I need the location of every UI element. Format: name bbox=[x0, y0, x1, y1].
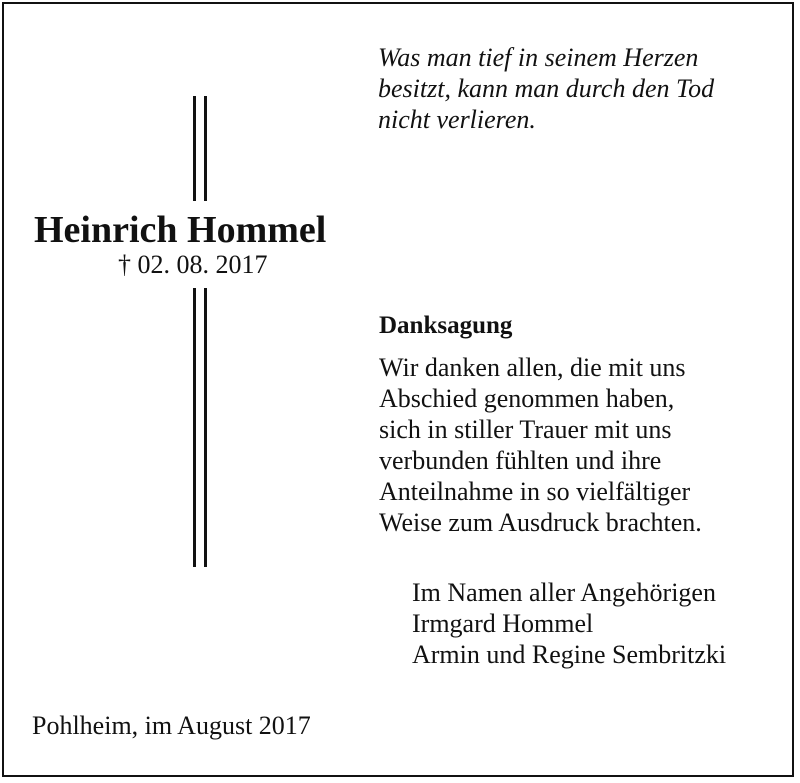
quote-line: besitzt, kann man durch den Tod bbox=[378, 74, 715, 103]
thanks-text bbox=[379, 352, 702, 538]
cross-line-lower-left bbox=[193, 288, 196, 567]
thanks-line: Wir danken allen, die mit uns bbox=[379, 353, 686, 382]
deceased-name: Heinrich Hommel bbox=[34, 209, 327, 251]
cross-line-upper-right bbox=[204, 96, 207, 201]
death-date: † 02. 08. 2017 bbox=[118, 250, 268, 279]
signature-line: Im Namen aller Angehörigen bbox=[412, 578, 716, 607]
cross-line-lower-right bbox=[204, 288, 207, 567]
thanks-line: Weise zum Ausdruck brachten. bbox=[379, 508, 702, 537]
quote-line: Was man tief in seinem Herzen bbox=[378, 43, 699, 72]
quote-line: nicht verlieren. bbox=[378, 105, 536, 134]
thanks-line: verbunden fühlten und ihre bbox=[379, 446, 662, 475]
thanks-heading: Danksagung bbox=[379, 312, 513, 339]
place-date: Pohlheim, im August 2017 bbox=[32, 711, 311, 740]
cross-line-upper-left bbox=[193, 96, 196, 201]
obituary-notice bbox=[2, 2, 794, 777]
thanks-line: Abschied genommen haben, bbox=[379, 384, 675, 413]
signature-line: Irmgard Hommel bbox=[412, 609, 594, 638]
signatures bbox=[412, 577, 726, 670]
thanks-line: Anteilnahme in so vielfältiger bbox=[379, 477, 691, 506]
thanks-line: sich in stiller Trauer mit uns bbox=[379, 415, 672, 444]
signature-line: Armin und Regine Sembritzki bbox=[412, 640, 727, 669]
memorial-quote bbox=[378, 42, 778, 135]
